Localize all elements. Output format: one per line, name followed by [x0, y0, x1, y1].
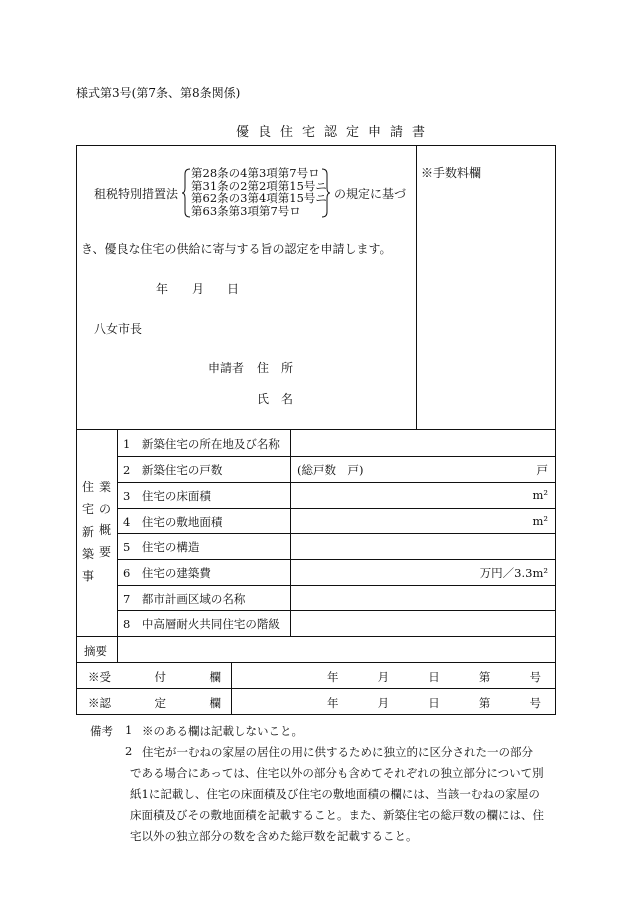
fee-column-label: ※手数料欄 [421, 166, 482, 180]
table-row: 4 住宅の敷地面積 [123, 515, 223, 529]
provision-item: 第28条の4第3項第7号ロ [191, 166, 320, 180]
note-text: 住宅が一むねの家屋の居住の用に供するために独立的に区分された一の部分 [142, 745, 533, 759]
table-row: 2 新築住宅の戸数 [123, 463, 223, 477]
note-text: 紙1に記載し、住宅の床面積及び住宅の敷地面積の欄には、当該一むねの家屋の [130, 787, 540, 801]
approval-label: ※認 定 欄 [88, 696, 221, 710]
receipt-label: ※受 付 欄 [88, 670, 221, 684]
fee-column-divider [416, 145, 417, 429]
form-title: 優良住宅認定申請書 [236, 125, 435, 140]
table-row: 8 中高層耐火共同住宅の階級 [123, 617, 280, 631]
table-left-border [76, 145, 77, 714]
name-label: 氏 名 [257, 392, 294, 406]
side-label-col2: 業 の 概 要 [98, 480, 111, 559]
total-units-field: (総戸数 戸) [297, 463, 364, 477]
table-row: 7 都市計画区域の名称 [123, 592, 246, 606]
approval-date-number: 年 月 日 第 号 [327, 696, 541, 710]
border-line [76, 688, 556, 689]
note-text: である場合にあっては、住宅以外の部分も含めてそれぞれの独立部分について別 [130, 766, 544, 780]
date-year-label: 年 [156, 282, 169, 296]
law-name: 租税特別措置法 [94, 187, 179, 201]
table-row: 1 新築住宅の所在地及び名称 [123, 437, 280, 451]
addressee: 八女市長 [94, 322, 143, 336]
value-column-divider [290, 429, 291, 636]
table-row: 6 住宅の建築費 [123, 566, 211, 580]
construction-cost-unit: 万円／3.3m² [479, 566, 548, 580]
provision-item: 第63条第3項第7号ロ [191, 203, 301, 218]
table-row: 5 住宅の構造 [123, 540, 200, 554]
receipt-date-number: 年 月 日 第 号 [327, 670, 541, 684]
note-number: 2 [125, 744, 133, 758]
note-number: 1 [125, 723, 133, 737]
address-label: 住 所 [257, 361, 294, 375]
table-row: 3 住宅の床面積 [123, 489, 211, 503]
date-month-label: 月 [192, 282, 205, 296]
note-text: ※のある欄は記載しないこと。 [142, 724, 303, 738]
remarks-label: 摘要 [84, 644, 107, 658]
provision-item: 第62条の3第4項第15号ニ [191, 191, 327, 205]
side-label-divider [117, 429, 118, 662]
table-top-border [76, 145, 556, 146]
stamp-column-divider [231, 662, 232, 714]
table-right-border [555, 145, 556, 714]
notes-heading: 備考 [90, 724, 113, 738]
border-line [117, 610, 556, 611]
applicant-label: 申請者 [208, 361, 245, 375]
left-brace-icon [181, 168, 191, 218]
border-line [76, 636, 556, 637]
note-text: 床面積及びその敷地面積を記載すること。また、新築住宅の総戸数の欄には、住 [130, 808, 544, 822]
side-label-col1: 住 宅 新 築 事 [81, 480, 94, 583]
border-line [117, 508, 556, 509]
units-unit: 戸 [536, 463, 548, 477]
note-text: 宅以外の独立部分の数を含めた総戸数を記載すること。 [130, 829, 418, 843]
provision-suffix: の規定に基づ [334, 187, 407, 201]
border-line [117, 533, 556, 534]
form-number: 様式第3号(第7条、第8条関係) [76, 86, 241, 100]
border-line [117, 482, 556, 483]
request-text: き、優良な住宅の供給に寄与する旨の認定を申請します。 [81, 242, 392, 256]
border-line [117, 456, 556, 457]
site-area-unit: m² [532, 514, 548, 528]
table-bottom-border [76, 714, 556, 715]
border-line [117, 585, 556, 586]
right-brace-icon [321, 168, 331, 218]
border-line [76, 429, 556, 430]
provision-list [191, 167, 327, 217]
provision-item: 第31条の2第2項第15号ニ [191, 178, 327, 193]
border-line [117, 559, 556, 560]
border-line [76, 662, 556, 663]
floor-area-unit: m² [532, 488, 548, 502]
date-day-label: 日 [227, 282, 240, 296]
